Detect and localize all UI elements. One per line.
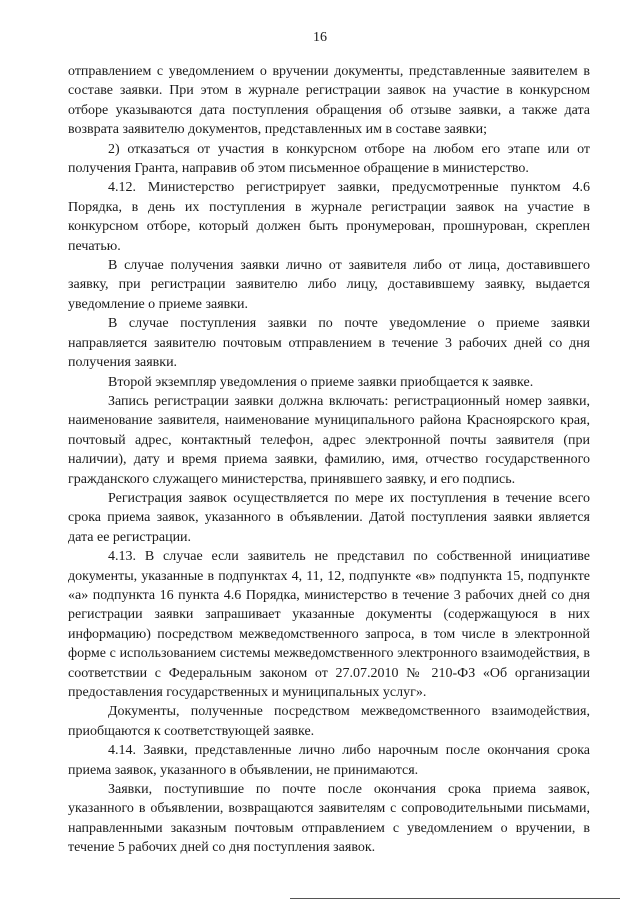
paragraph-4-13: 4.13. В случае если заявитель не представил по собственной инициативе документы, указанные в подпунктах 4, 11, 12, подпункте «в» подпункта 15, подпункте «а» подпункта 16 пункта 4.6 Порядка, министерство в течение 3 рабочих дней со дня регистрации заявки запрашивает указанные документы (содержащуюся в них информацию) посредством межведомственного запроса, в том числе в электронной форме с использованием системы межведомственного электронного взаимодействия, в соответствии с Федеральным законом от 27.07.2010 № 210-ФЗ «Об организации предоставления государственных и муниципальных услуг». [68, 549, 590, 700]
paragraph-4-14: 4.14. Заявки, представленные лично либо нарочным после окончания срока приема заявок, указанного в объявлении, не принимаются. [68, 743, 590, 778]
paragraph-late-postal: Заявки, поступившие по почте после окончания срока приема заявок, указанного в объявлении, возвращаются заявителям с сопроводительными письмами, направленными заказным почтовым отправлением с уведомлением о вручении, в течение 5 рабочих дней со дня поступления заявок. [68, 782, 590, 856]
page-number: 16 [313, 30, 327, 45]
paragraph-continuation: отправлением с уведомлением о вручении документы, представленные заявителем в составе заявки. При этом в журнале регистрации заявок на участие в конкурсном отборе указываются дата поступления обращения об отзыве заявки, а также дата возврата заявителю документов, представленных им в составе заявки; [68, 64, 590, 138]
paragraph-registration-record: Запись регистрации заявки должна включать: регистрационный номер заявки, наименование заявителя, наименование муниципального района Красноярского края, почтовый адрес, контактный телефон, адрес электронной почты заявителя (при наличии), дату и время приема заявки, фамилию, имя, отчество государственного гражданского служащего министерства, принявшего заявку, и его подпись. [68, 393, 590, 487]
paragraph-registration-timing: Регистрация заявок осуществляется по мере их поступления в течение всего срока приема заявок, указанного в объявлении. Датой поступления заявки является дата ее регистрации. [68, 490, 590, 545]
paragraph-postal-delivery: В случае поступления заявки по почте уведомление о приеме заявки направляется заявителю почтовым отправлением в течение 3 рабочих дней со дня получения заявки. [68, 316, 590, 371]
paragraph-second-copy: Второй экземпляр уведомления о приеме заявки приобщается к заявке. [108, 374, 534, 390]
paragraph-4-12: 4.12. Министерство регистрирует заявки, предусмотренные пунктом 4.6 Порядка, в день их поступления в журнале регистрации заявок на участие в конкурсном отборе, который должен быть пронумерован, прошнурован, скреплен печатью. [68, 180, 590, 254]
document-body [68, 62, 590, 858]
paragraph-personal-delivery: В случае получения заявки лично от заявителя либо от лица, доставившего заявку, при регистрации заявителю либо лицу, доставившему заявку, выдается уведомление о приеме заявки. [68, 258, 590, 312]
bottom-divider [290, 898, 620, 899]
paragraph-subitem-2: 2) отказаться от участия в конкурсном отборе на любом его этапе или от получения Гранта, направив об этом письменное обращение в министерство. [68, 141, 590, 177]
paragraph-interagency-documents: Документы, полученные посредством межведомственного взаимодействия, приобщаются к соответствующей заявке. [68, 704, 590, 739]
